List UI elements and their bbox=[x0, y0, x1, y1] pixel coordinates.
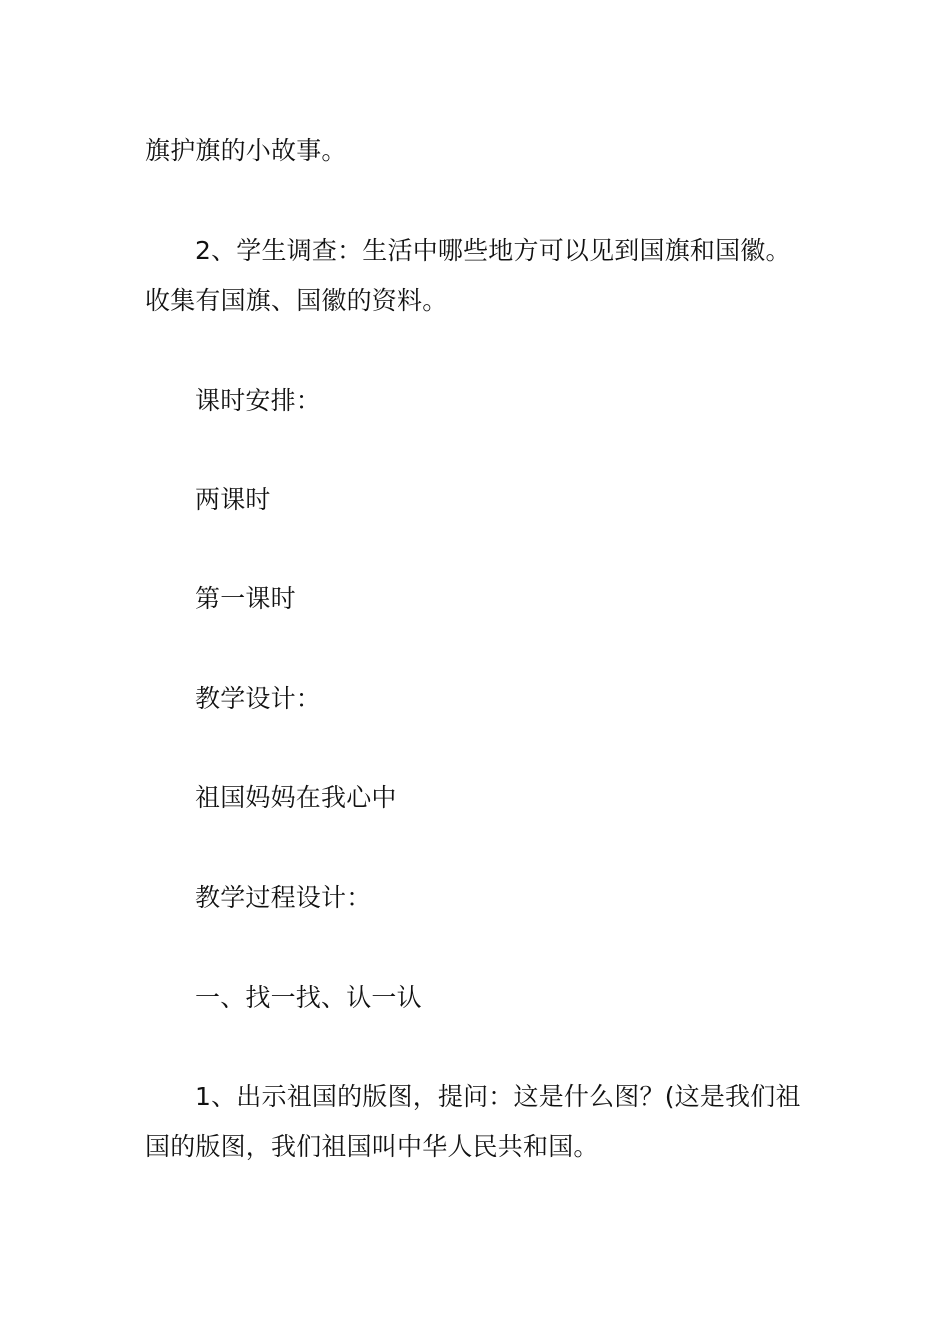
paragraph-line: 国的版图，我们祖国叫中华人民共和国。 bbox=[145, 1132, 599, 1161]
section-heading: 课时安排： bbox=[195, 386, 322, 415]
section-heading: 教学设计： bbox=[195, 684, 322, 713]
section-heading: 一、找一找、认一认 bbox=[195, 983, 422, 1012]
paragraph-line: 两课时 bbox=[195, 485, 271, 514]
paragraph-line: 2、学生调查：生活中哪些地方可以见到国旗和国徽。 bbox=[195, 236, 791, 265]
paragraph-line: 收集有国旗、国徽的资料。 bbox=[145, 286, 448, 315]
paragraph-line: 1、出示祖国的版图，提问：这是什么图？(这是我们祖 bbox=[195, 1082, 801, 1111]
paragraph-line: 祖国妈妈在我心中 bbox=[195, 783, 397, 812]
section-heading: 教学过程设计： bbox=[195, 883, 372, 912]
section-heading: 第一课时 bbox=[195, 584, 296, 613]
paragraph-line: 旗护旗的小故事。 bbox=[145, 136, 347, 165]
